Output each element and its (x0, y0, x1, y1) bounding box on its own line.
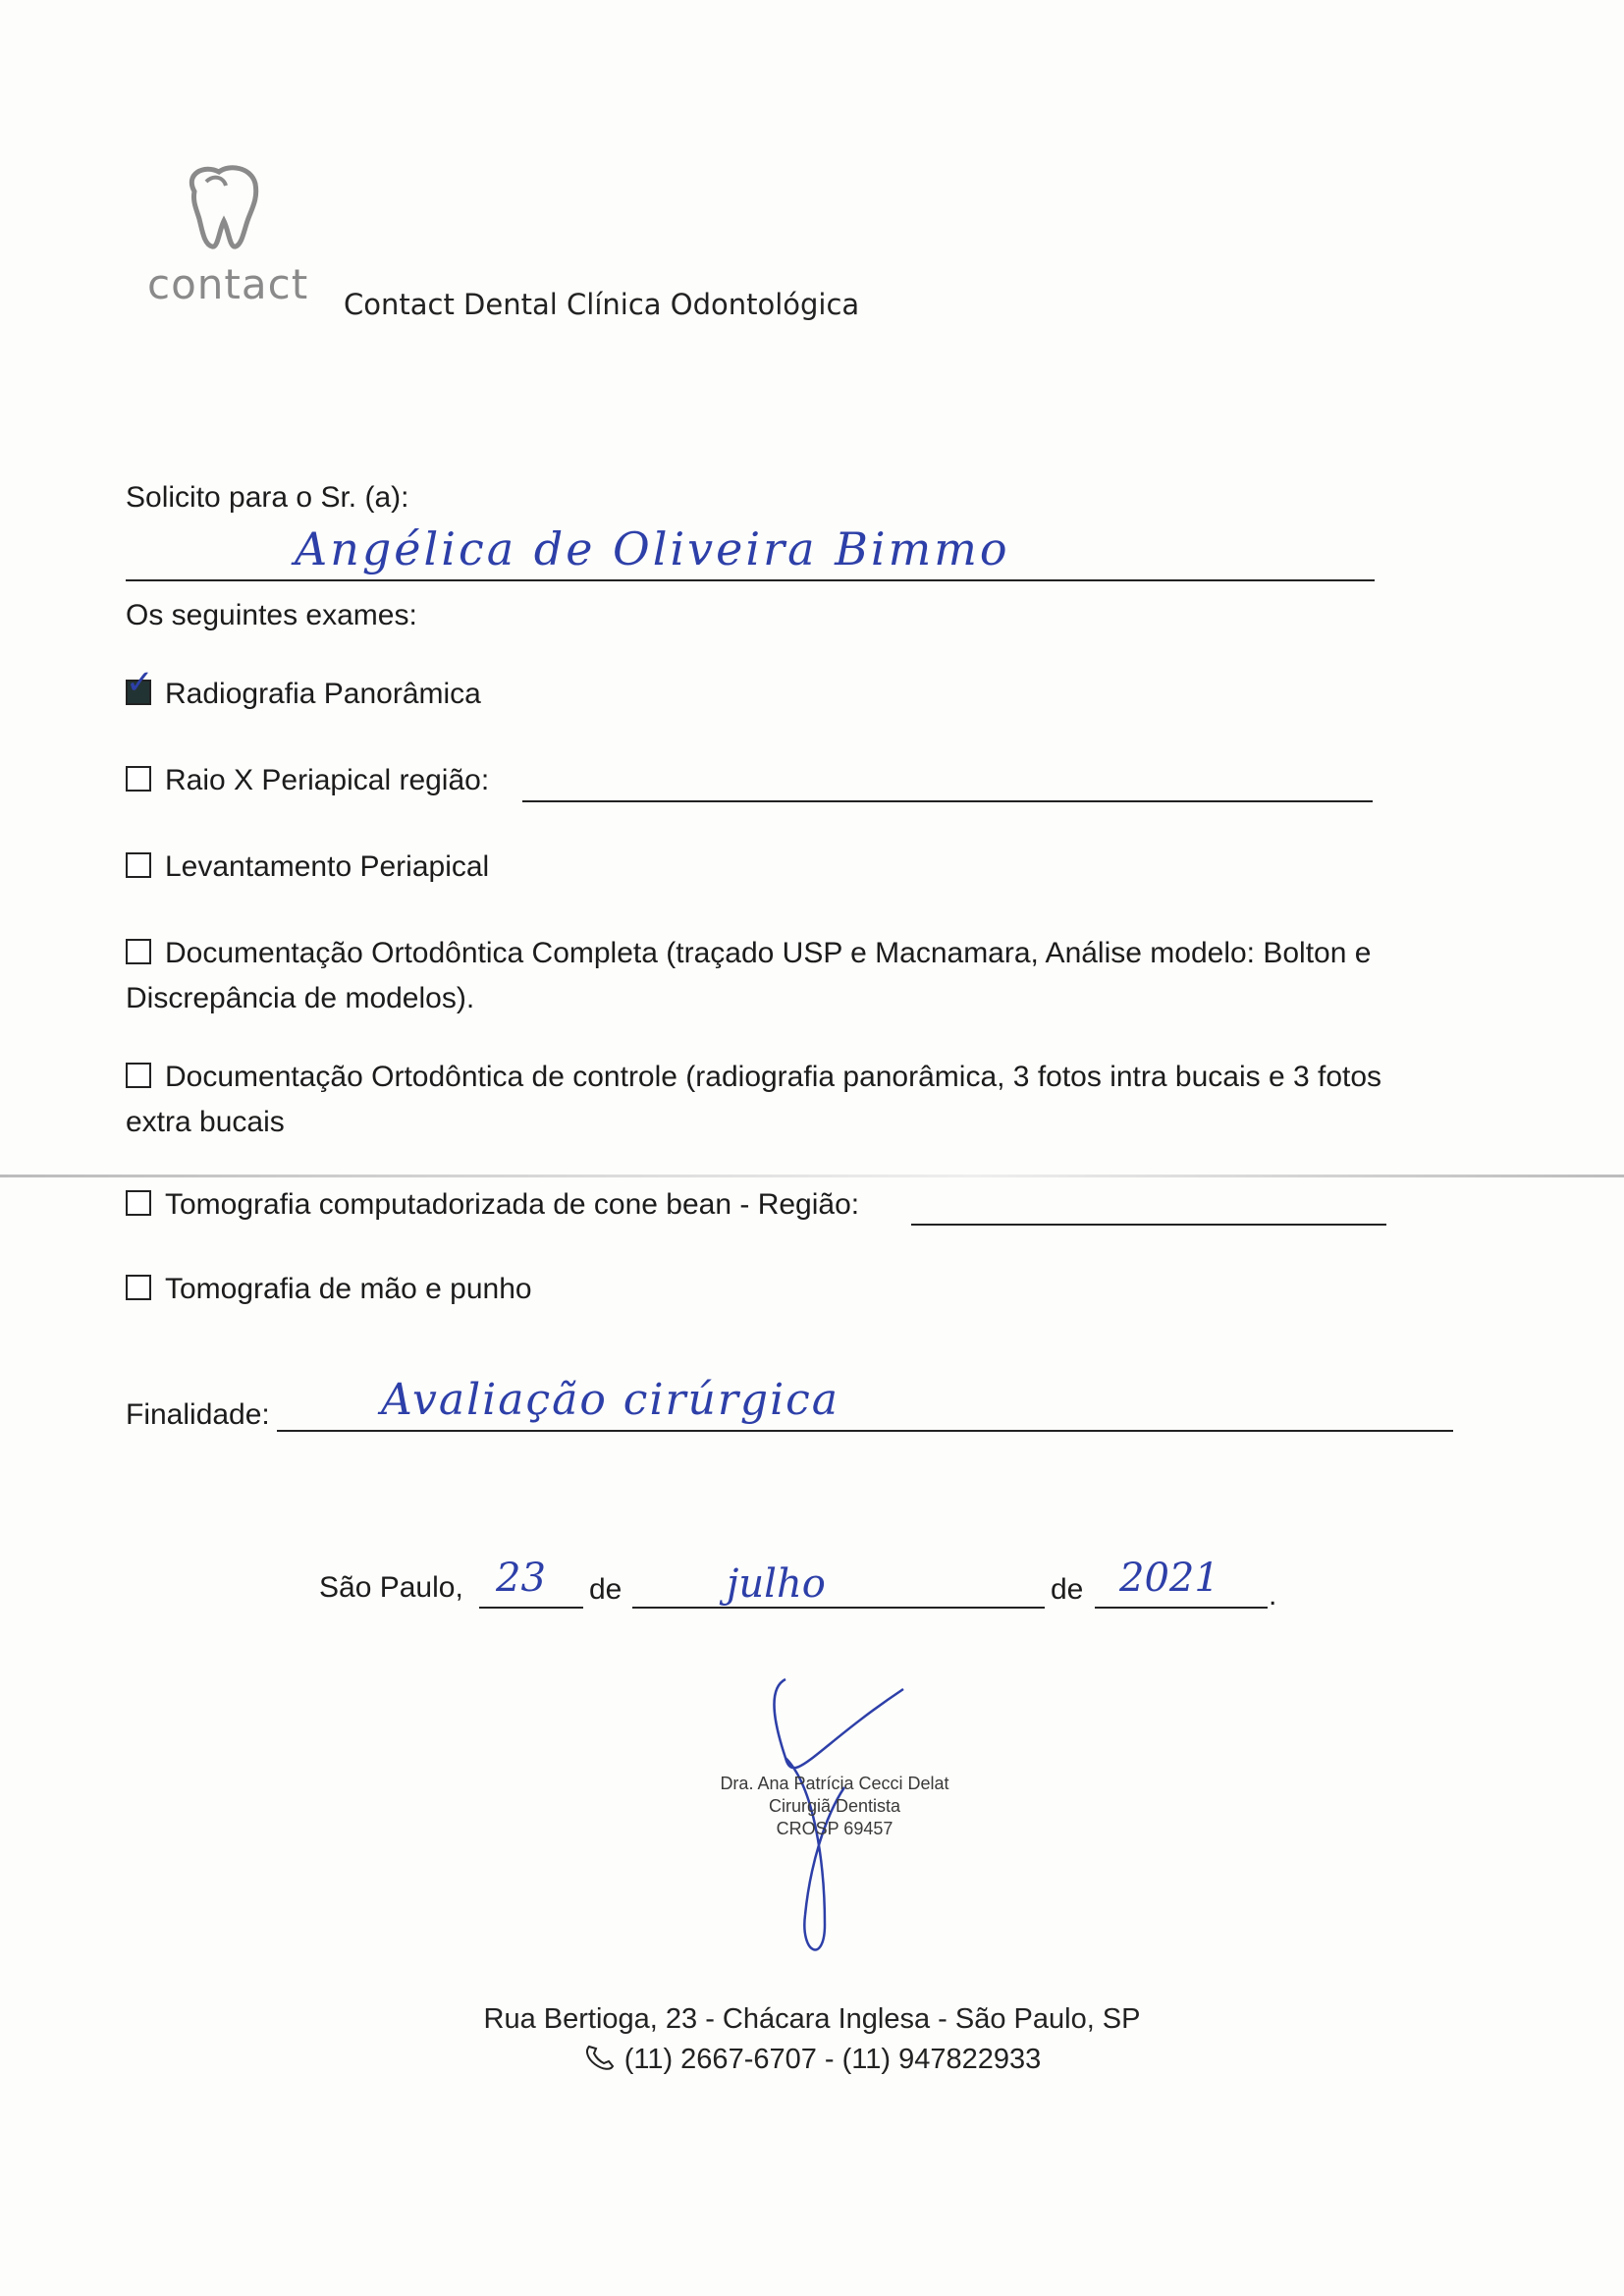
year-field[interactable]: 2021 (1119, 1556, 1219, 1601)
exams-label: Os seguintes exames: (126, 599, 417, 631)
logo-text: contact (147, 260, 309, 308)
cone-bean-region-line[interactable] (911, 1224, 1386, 1226)
dentist-stamp (687, 1773, 982, 1840)
tooth-icon (175, 162, 273, 255)
patient-name-line (126, 579, 1375, 581)
date-de-2: de (1051, 1573, 1084, 1606)
exam-checkbox-panoramica[interactable] (126, 664, 154, 705)
date-end: . (1269, 1579, 1277, 1612)
purpose-label: Finalidade: (126, 1398, 270, 1431)
exam-label: Radiografia Panorâmica (165, 678, 481, 710)
clinic-logo (147, 162, 309, 319)
exam-item (126, 847, 489, 888)
clinic-name: Contact Dental Clínica Odontológica (344, 288, 860, 321)
exam-item (126, 933, 1371, 974)
month-line (632, 1607, 1045, 1609)
exam-label-continued: extra bucais (126, 1106, 285, 1138)
stamp-name: Dra. Ana Patrícia Cecci Delat (720, 1774, 949, 1793)
stamp-registration: CROSP 69457 (776, 1819, 893, 1838)
exam-checkbox-tomografia-mao-punho[interactable] (126, 1275, 151, 1300)
exam-checkbox-tomografia-cone-bean[interactable] (126, 1190, 151, 1216)
month-field[interactable]: julho (727, 1561, 826, 1607)
request-label: Solicito para o Sr. (a): (126, 481, 409, 514)
exam-item (126, 664, 481, 715)
exam-label: Documentação Ortodôntica Completa (traçado USP e Macnamara, Análise modelo: Bolton e (165, 937, 1372, 969)
day-field[interactable]: 23 (496, 1556, 546, 1601)
exam-item (126, 760, 489, 801)
exam-label: Documentação Ortodôntica de controle (radiografia panorâmica, 3 fotos intra bucais e 3 fotos (165, 1061, 1382, 1093)
exam-item (126, 1057, 1381, 1098)
periapical-region-line[interactable] (522, 800, 1373, 802)
exam-checkbox-levantamento[interactable] (126, 852, 151, 878)
phone-icon (583, 2043, 617, 2080)
footer-phones-row (0, 2043, 1624, 2080)
exam-checkbox-doc-completa[interactable] (126, 939, 151, 964)
exam-item (126, 1269, 532, 1310)
exam-checkbox-periapical-regiao[interactable] (126, 766, 151, 792)
stamp-title: Cirurgiã Dentista (768, 1796, 901, 1816)
exam-label: Tomografia computadorizada de cone bean - Região: (165, 1188, 860, 1221)
exam-label: Levantamento Periapical (165, 850, 490, 883)
purpose-field[interactable]: Avaliação cirúrgica (381, 1375, 840, 1425)
date-city: São Paulo, (319, 1571, 463, 1604)
footer-phones: (11) 2667-6707 - (11) 947822933 (623, 2044, 1042, 2075)
exam-label-continued: Discrepância de modelos). (126, 982, 475, 1014)
footer-address: Rua Bertioga, 23 - Chácara Inglesa - São Paulo, SP (483, 2003, 1141, 2035)
day-line (479, 1607, 583, 1609)
patient-name-field[interactable]: Angélica de Oliveira Bimmo (295, 522, 1010, 575)
year-line (1095, 1607, 1268, 1609)
check-icon: ✓ (126, 664, 154, 701)
exam-label: Tomografia de mão e punho (165, 1273, 532, 1305)
date-de-1: de (589, 1573, 623, 1606)
exam-item (126, 1184, 859, 1226)
exam-label: Raio X Periapical região: (165, 764, 490, 796)
exam-checkbox-doc-controle[interactable] (126, 1063, 151, 1088)
purpose-line (277, 1430, 1453, 1432)
paper-fold (0, 1175, 1624, 1177)
